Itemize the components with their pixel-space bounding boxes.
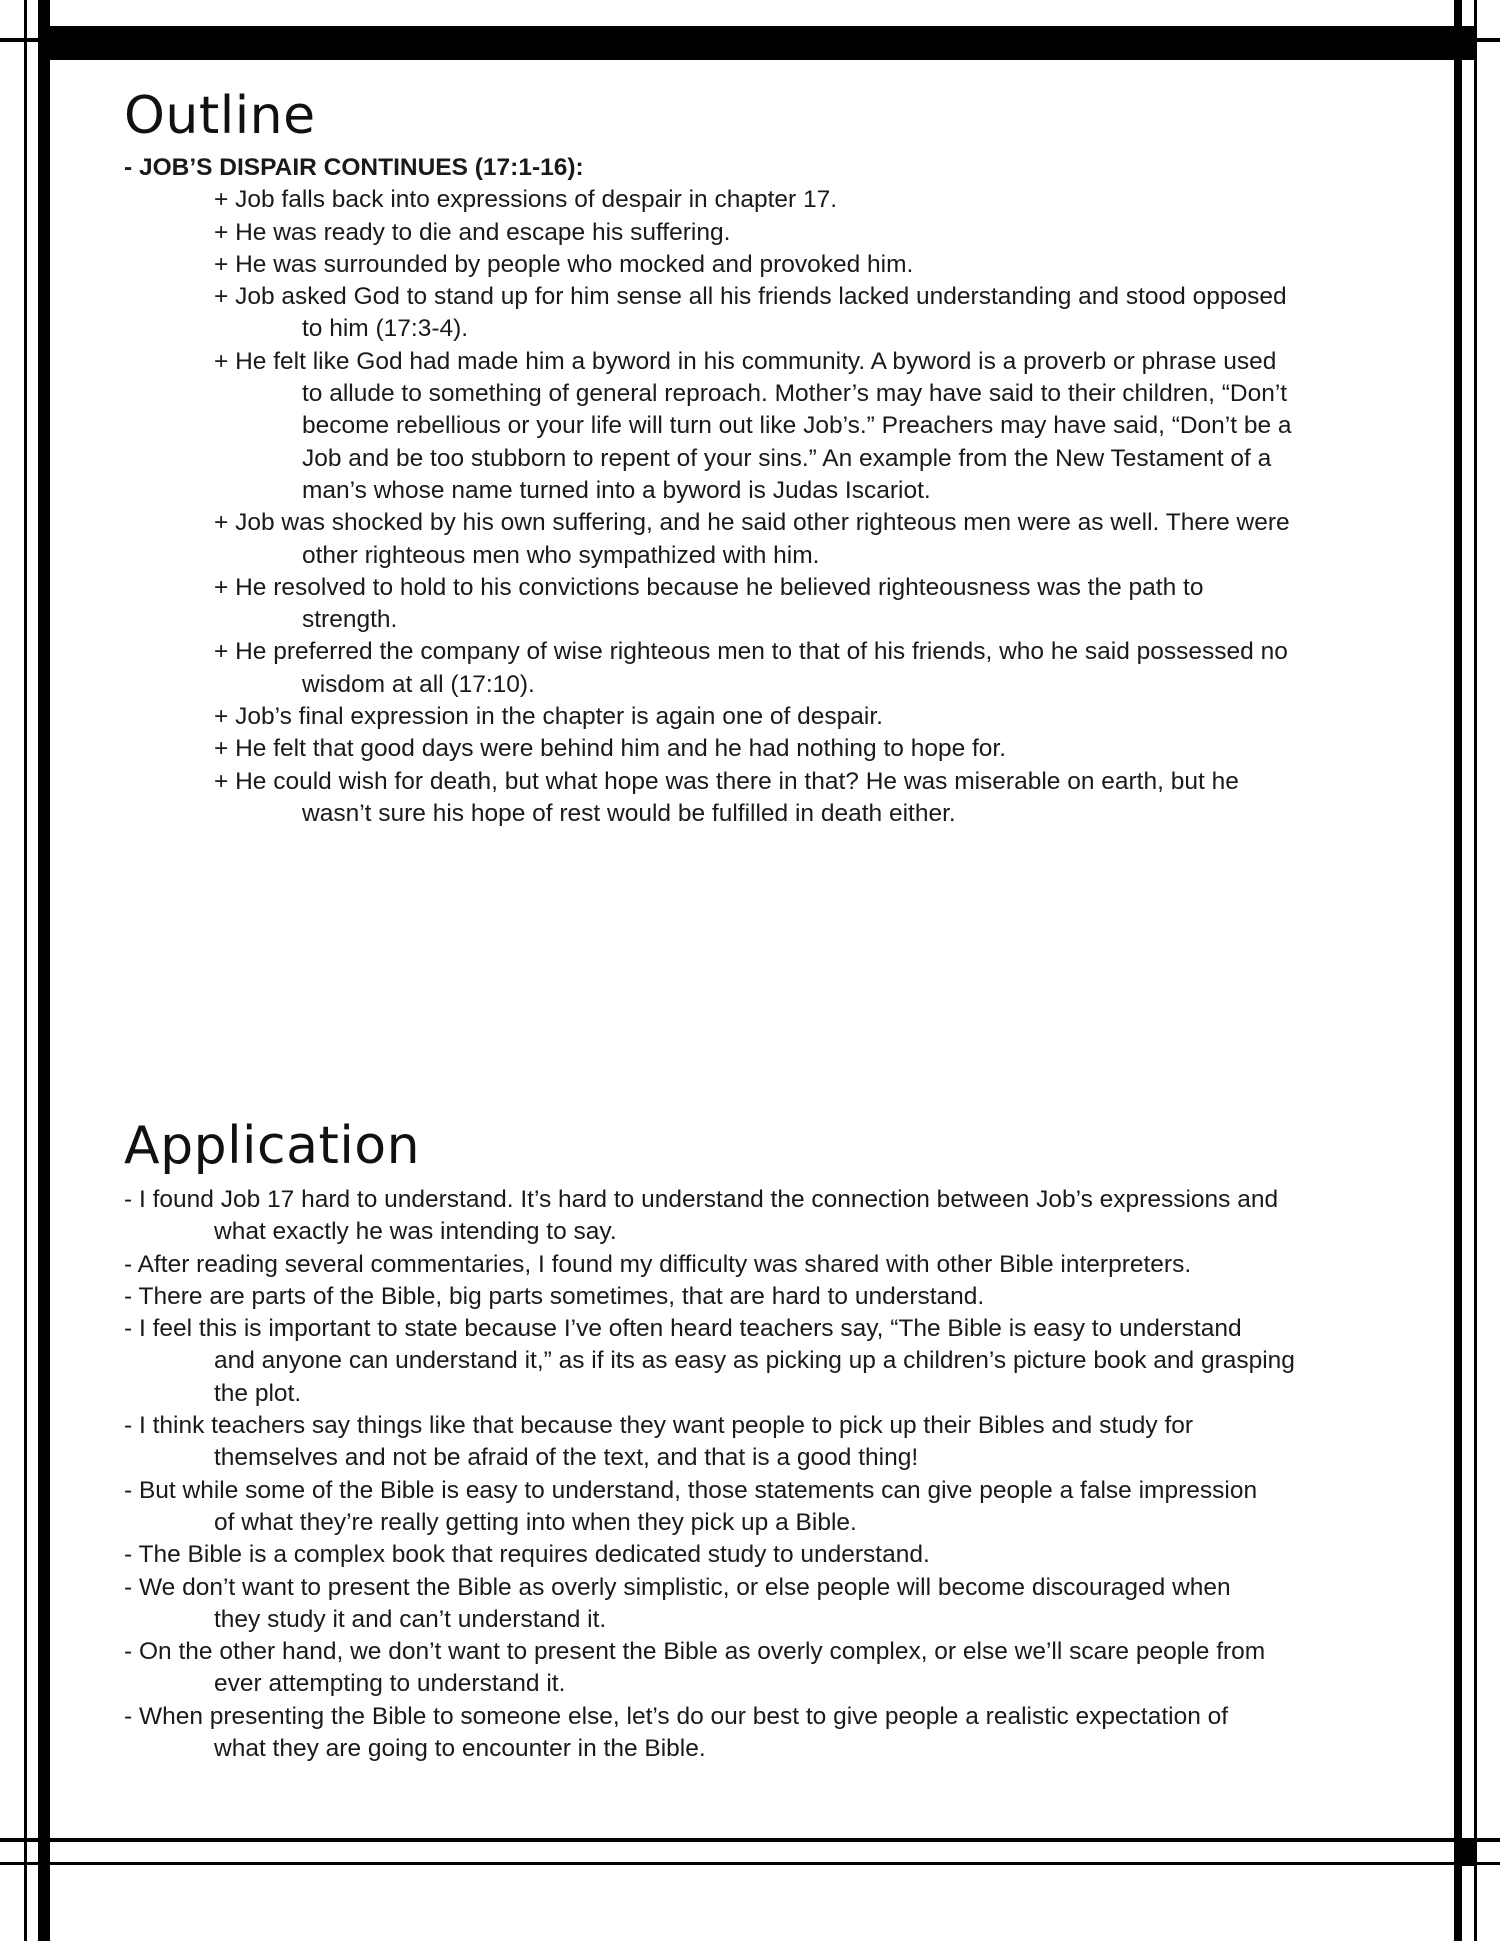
frame-left-thick-line	[38, 0, 50, 1941]
list-item-continuation: strength.	[302, 606, 398, 634]
list-item-continuation: and anyone can understand it,” as if its as easy as picking up a children’s picture book and grasping	[214, 1347, 1295, 1375]
application-section	[124, 1116, 1394, 1765]
list-item-continuation: of what they’re really getting into when they pick up a Bible.	[214, 1508, 857, 1536]
list-item	[124, 1184, 1394, 1249]
list-item-text: + He felt like God had made him a byword in his community. A byword is a proverb or phrase used	[214, 347, 1277, 375]
list-item-continuation: Job and be too stubborn to repent of your sins.” An example from the New Testament of a	[302, 444, 1272, 472]
frame-bottom-right-block	[1454, 1838, 1477, 1866]
list-item	[124, 1475, 1394, 1540]
list-item-text: + Job asked God to stand up for him sense all his friends lacked understanding and stood opposed	[214, 283, 1287, 311]
frame-bottom-line	[0, 1838, 1500, 1842]
list-item-continuation: man’s whose name turned into a byword is Judas Iscariot.	[302, 476, 931, 504]
list-item	[124, 1313, 1394, 1410]
list-item-text: - When presenting the Bible to someone else, let’s do our best to give people a realistic expectation of	[124, 1702, 1229, 1730]
list-item	[124, 1539, 1394, 1571]
list-item-text: - I found Job 17 hard to understand. It’s hard to understand the connection between Job’s expressions and	[124, 1186, 1279, 1213]
frame-top-bar	[50, 26, 1454, 60]
list-item-text: + He was ready to die and escape his suffering.	[214, 218, 731, 246]
list-item-continuation: themselves and not be afraid of the text, and that is a good thing!	[214, 1444, 919, 1472]
application-heading: Application	[124, 1116, 421, 1176]
frame-right-thin-line	[1474, 0, 1477, 1941]
list-item	[124, 507, 1394, 572]
list-item	[124, 217, 1394, 249]
list-item-continuation: what they are going to encounter in the Bible.	[214, 1735, 706, 1763]
frame-right-thick-line	[1454, 0, 1462, 1941]
list-item-continuation: to him (17:3-4).	[302, 315, 469, 343]
list-item-text: + He felt that good days were behind him and he had nothing to hope for.	[214, 735, 1007, 763]
list-item-text: - We don’t want to present the Bible as overly simplistic, or else people will become discouraged when	[124, 1573, 1231, 1601]
list-item-text: - On the other hand, we don’t want to present the Bible as overly complex, or else we’ll scare people from	[124, 1638, 1266, 1666]
list-item	[124, 1636, 1394, 1701]
list-item-continuation: to allude to something of general reproach. Mother’s may have said to their children, “Don’t	[302, 380, 1288, 408]
list-item-text: + Job was shocked by his own suffering, and he said other righteous men were as well. There were	[214, 509, 1290, 537]
list-item-continuation: they study it and can’t understand it.	[214, 1605, 607, 1633]
list-item	[124, 1572, 1394, 1637]
list-item-continuation: become rebellious or your life will turn out like Job’s.” Preachers may have said, “Don’t be a	[302, 412, 1292, 440]
application-list	[124, 1184, 1394, 1765]
list-item-text: + Job falls back into expressions of despair in chapter 17.	[214, 186, 838, 214]
list-item	[124, 572, 1394, 637]
frame-bottom-thin-line	[0, 1862, 1500, 1865]
page-content	[124, 80, 1394, 1765]
list-item	[124, 281, 1394, 346]
list-item	[124, 346, 1394, 507]
list-item-continuation: ever attempting to understand it.	[214, 1670, 566, 1698]
list-item	[124, 1410, 1394, 1475]
list-item	[124, 249, 1394, 281]
list-item-text: + He preferred the company of wise righteous men to that of his friends, who he said possessed no	[214, 638, 1288, 666]
list-item-text: - After reading several commentaries, I found my difficulty was shared with other Bible interpreters.	[124, 1250, 1192, 1278]
list-item-continuation: the plot.	[214, 1379, 302, 1407]
list-item-text: + Job’s final expression in the chapter is again one of despair.	[214, 703, 883, 731]
list-item-continuation: wisdom at all (17:10).	[302, 670, 535, 698]
frame-top-thin-line	[0, 38, 1500, 42]
outline-section-title: - JOB’S DISPAIR CONTINUES (17:1-16):	[124, 154, 584, 181]
list-item-continuation: what exactly he was intending to say.	[214, 1218, 617, 1246]
list-item-text: - The Bible is a complex book that requires dedicated study to understand.	[124, 1541, 930, 1569]
list-item-text: - But while some of the Bible is easy to understand, those statements can give people a false impression	[124, 1476, 1258, 1504]
list-item-text: - I think teachers say things like that because they want people to pick up their Bibles and study for	[124, 1412, 1194, 1440]
list-item	[124, 184, 1394, 216]
list-item	[124, 1701, 1394, 1766]
list-item-text: + He could wish for death, but what hope was there in that? He was miserable on earth, but he	[214, 767, 1239, 795]
list-item-text: - I feel this is important to state because I’ve often heard teachers say, “The Bible is easy to understand	[124, 1315, 1242, 1343]
outline-heading: Outline	[124, 86, 316, 146]
list-item-continuation: other righteous men who sympathized with him.	[302, 541, 820, 569]
frame-left-thin-line	[24, 0, 27, 1941]
frame-bottom-left-block	[38, 1838, 50, 1941]
list-item-text: + He was surrounded by people who mocked and provoked him.	[214, 250, 914, 278]
list-item	[124, 1249, 1394, 1281]
list-item	[124, 1281, 1394, 1313]
list-item-text: + He resolved to hold to his convictions because he believed righteousness was the path to	[214, 573, 1204, 601]
frame-top-right-block	[1454, 26, 1477, 60]
outline-section	[124, 86, 1394, 827]
list-item-continuation: wasn’t sure his hope of rest would be fulfilled in death either.	[302, 799, 956, 827]
list-item-text: - There are parts of the Bible, big parts sometimes, that are hard to understand.	[124, 1282, 985, 1310]
